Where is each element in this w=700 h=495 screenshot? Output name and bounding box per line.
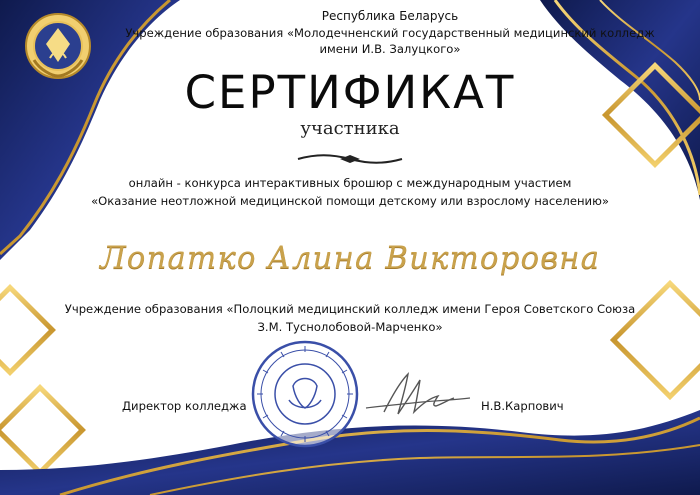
official-stamp xyxy=(249,338,361,450)
issuer-name: Учреждение образования «Молодечненский государственный медицинский колледж имени И.В. Залуцкого» xyxy=(125,26,655,56)
director-label: Директор колледжа xyxy=(122,399,247,413)
divider-ornament xyxy=(296,152,404,166)
gold-diamond-left-bottom xyxy=(0,388,82,473)
gold-diamond-right-bottom xyxy=(613,283,700,396)
country-name: Республика Беларусь xyxy=(321,9,459,23)
event-line-2: «Оказание неотложной медицинской помощи детскому или взрослому населению» xyxy=(91,194,609,208)
school-line-1: Учреждение образования «Полоцкий медицинский колледж имени Героя Советского Союза xyxy=(64,302,636,316)
school-line-2: З.М. Туснолобовой-Марченко» xyxy=(257,320,443,334)
director-signature xyxy=(362,368,474,420)
event-line-1: онлайн - конкурса интерактивных брошюр с международным участием xyxy=(128,176,572,190)
recipient-name: Лопатко Алина Викторовна xyxy=(99,240,601,276)
college-emblem-icon xyxy=(22,10,94,82)
director-name: Н.В.Карпович xyxy=(481,399,564,413)
certificate-subtitle: участника xyxy=(300,118,400,139)
certificate-title: СЕРТИФИКАТ xyxy=(184,66,516,119)
